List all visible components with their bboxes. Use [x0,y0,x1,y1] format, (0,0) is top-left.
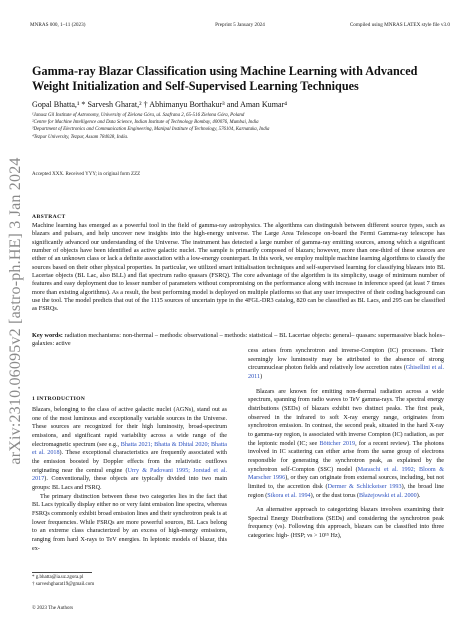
left-column [32,406,227,553]
running-header [30,22,450,32]
abstract-text: Machine learning has emerged as a powerful tool in the field of gamma-ray astrophysics. The algorithms can distinguish between different source types, such as blazars and pulsars, and help uncover new insights into the high-energy universe. The Large Area Telescope on-board the Fermi Gamma-ray telescope has significantly advanced our understanding of the Universe. The instrument has detected a large number of gamma-ray emitting sources, among which a significant number of objects have been identified as active galactic nuclei. The sample is primarily composed of blazars; however, more than one-third of these sources are either of an unknown class or lack a definite association with a low-energy counterpart. In this work, we employ multiple machine learning algorithms to classify the sources based on their other physical properties. In particular, we utilized smart initialisation techniques and self-supervised learning for classifying blazars into BL Lacertae objects (BL Lac, also BLL) and flat spectrum radio quasars (FSRQ). The core advantage of the algorithm is its simplicity, usage of minimum number of features and easy deployment due to lesser number of parameters without compromising on the performance along with increase in inference speed (at least 7 times more than existing algorithms). As a result, the best performing model is deployed on multiple platforms so that any user irrespective of their coding background can use the tool. The model predicts that out of the 1115 sources of uncertain type in the 4FGL-DR3 catalog, 820 can be classified as BL Lacs, and 295 can be classified as FSRQs. [32,222,445,313]
intro-paragraph: The primary distinction between these two categories lies in the fact that BL Lacs typically display either no or very faint emission line spectra, whereas FSRQs commonly exhibit broad emission lines and their synchrotron peak is at lower frequencies. While FSRQs are more powerful sources, BL Lacs belong to an extreme class characterized by an excess of high-energy emissions, ranging from hard X-rays to TeV energies. In leptonic models of blazar, this ex- [32,493,227,552]
affiliations [32,112,437,141]
citation-link[interactable]: Böttcher 2019 [319,440,356,447]
affiliation: ⁴Tezpur University, Tezpur, Assam 784028, India. [32,134,129,140]
paper-title: Gamma-ray Blazar Classification using Machine Learning with Advanced Weight Initialization and Self-Supervised Learning Techniques [32,64,418,93]
footnote: † sarveshgharat19@gmail.com [32,582,95,587]
affiliation: ²Centre for Machine Intelligence and Data Science, Indian Institute of Technology Bombay, 400076, Mumbai, India [32,120,259,126]
intro-paragraph: cess arises from synchrotron and inverse-Compton (IC) processes. Their seemingly low luminosity may be attributed to the absence of strong circumnuclear photon fields and relatively low accretion rates (Ghisellini et al. 2011) [248,348,444,380]
citation-link[interactable]: Bhatta 2021; Bhatta & Dhital 2020; Bhatta et al. 2018 [32,441,227,457]
footnote-rule [32,572,92,573]
affiliation: ¹Janusz Gil Institute of Astronomy, University of Zielona Góra, ul. Szafrana 2, 65-516 Zielona Góra, Poland [32,113,245,118]
arxiv-stamp: arXiv:2310.06095v2 [astro-ph.HE] 3 Jan 2024 [7,157,24,465]
keywords-label: Key words: [32,332,63,339]
citation-link[interactable]: Błażejowski et al. 2000 [359,492,417,499]
style-file-note: Compiled using MNRAS LATEX style file v3.0 [349,22,450,28]
affiliation: ³Department of Electronics and Communication Engineering, Manipal Institute of Technology, 576104, Karnataka, India [32,127,270,133]
citation-link[interactable]: Sikora et al. 1994 [267,492,311,499]
copyright: © 2023 The Authors [32,606,74,611]
right-column [248,347,444,541]
citation-link[interactable]: Dermer & Schlickeiser 1993 [327,483,402,490]
footnotes [32,574,227,588]
citation-link[interactable]: Maraschi et al. 1992; Bloom & Marscher 1996 [248,466,445,482]
citation-link[interactable]: Urry & Padovani 1995; Jorstad et al. 2017 [32,467,228,483]
preprint-date: Preprint 5 January 2024 [215,22,265,28]
author-list: Gopal Bhatta,¹ * Sarvesh Gharat,² † Abhimanyu Borthakur³ and Aman Kumar⁴ [32,100,288,109]
intro-paragraph: An alternative approach to categorizing blazars involves examining their Spectral Energy Distributions (SEDs) and considering the synchrotron peak frequency (νs). Following this approach, blazars can be classified into three categories: high- (HSP; νs > 10¹⁵ Hz), [248,507,444,540]
citation-link[interactable]: Ghisellini et al. 2011 [248,365,444,380]
section-heading: 1 INTRODUCTION [32,396,86,402]
journal-citation: MNRAS 000, 1–11 (2023) [30,22,86,28]
received-dates: Accepted XXX. Received YYY; in original form ZZZ [32,172,141,177]
intro-paragraph: Blazars are known for emitting non-thermal radiation across a wide spectrum, spanning from radio waves to TeV gamma-rays. The spectral energy distributions (SEDs) of blazars exhibit two distinct peaks. The first peak, observed in the infrared to soft X-ray energy range, originates from synchrotron emission. In contrast, the second peak, situated in the hard X-ray to gamma-ray region, is associated with inverse Compton (IC) radiation, as per the leptonic model (IC; see Böttcher 2019, for a recent review). The photons involved in IC scattering can either arise from the same group of electrons responsible for generating the synchrotron peak, as explained by the synchrotron self-Compton (SSC) model (Maraschi et al. 1992; Bloom & Marscher 1996), or they can originate from external sources, including, but not limited to, the accretion disk (Dermer & Schlickeiser 1993), the broad line region (Sikora et al. 1994), or the dust torus (Błażejowski et al. 2000). [248,388,445,499]
keywords-text: radiation mechanisms: non-thermal – methods: observational – methods: statistical – BL Lacertae objects: general– quasars: supermassive black holes–galaxies: active [32,332,446,348]
intro-paragraph: Blazars, belonging to the class of active galactic nuclei (AGNs), stand out as one of the most luminous and exceptionally variable sources in the Universe. These sources are recognized for their high luminosity, broad-spectrum emissions, and significant rapid variability across a wide range of the electromagnetic spectrum (see e.g., Bhatta 2021; Bhatta & Dhital 2020; Bhatta et al. 2018). These exceptional characteristics are frequently associated with the emission boosted by Doppler effects from the relativistic outflows originating near the central engine (Urry & Padovani 1995; Jorstad et al. 2017). Conventionally, these objects are typically divided into two main groups: BL Lacs and FSRQ. [32,407,228,491]
abstract-heading: ABSTRACT [32,214,66,220]
footnote: * g.bhatta@ia.uz.zgora.pl [32,575,84,580]
